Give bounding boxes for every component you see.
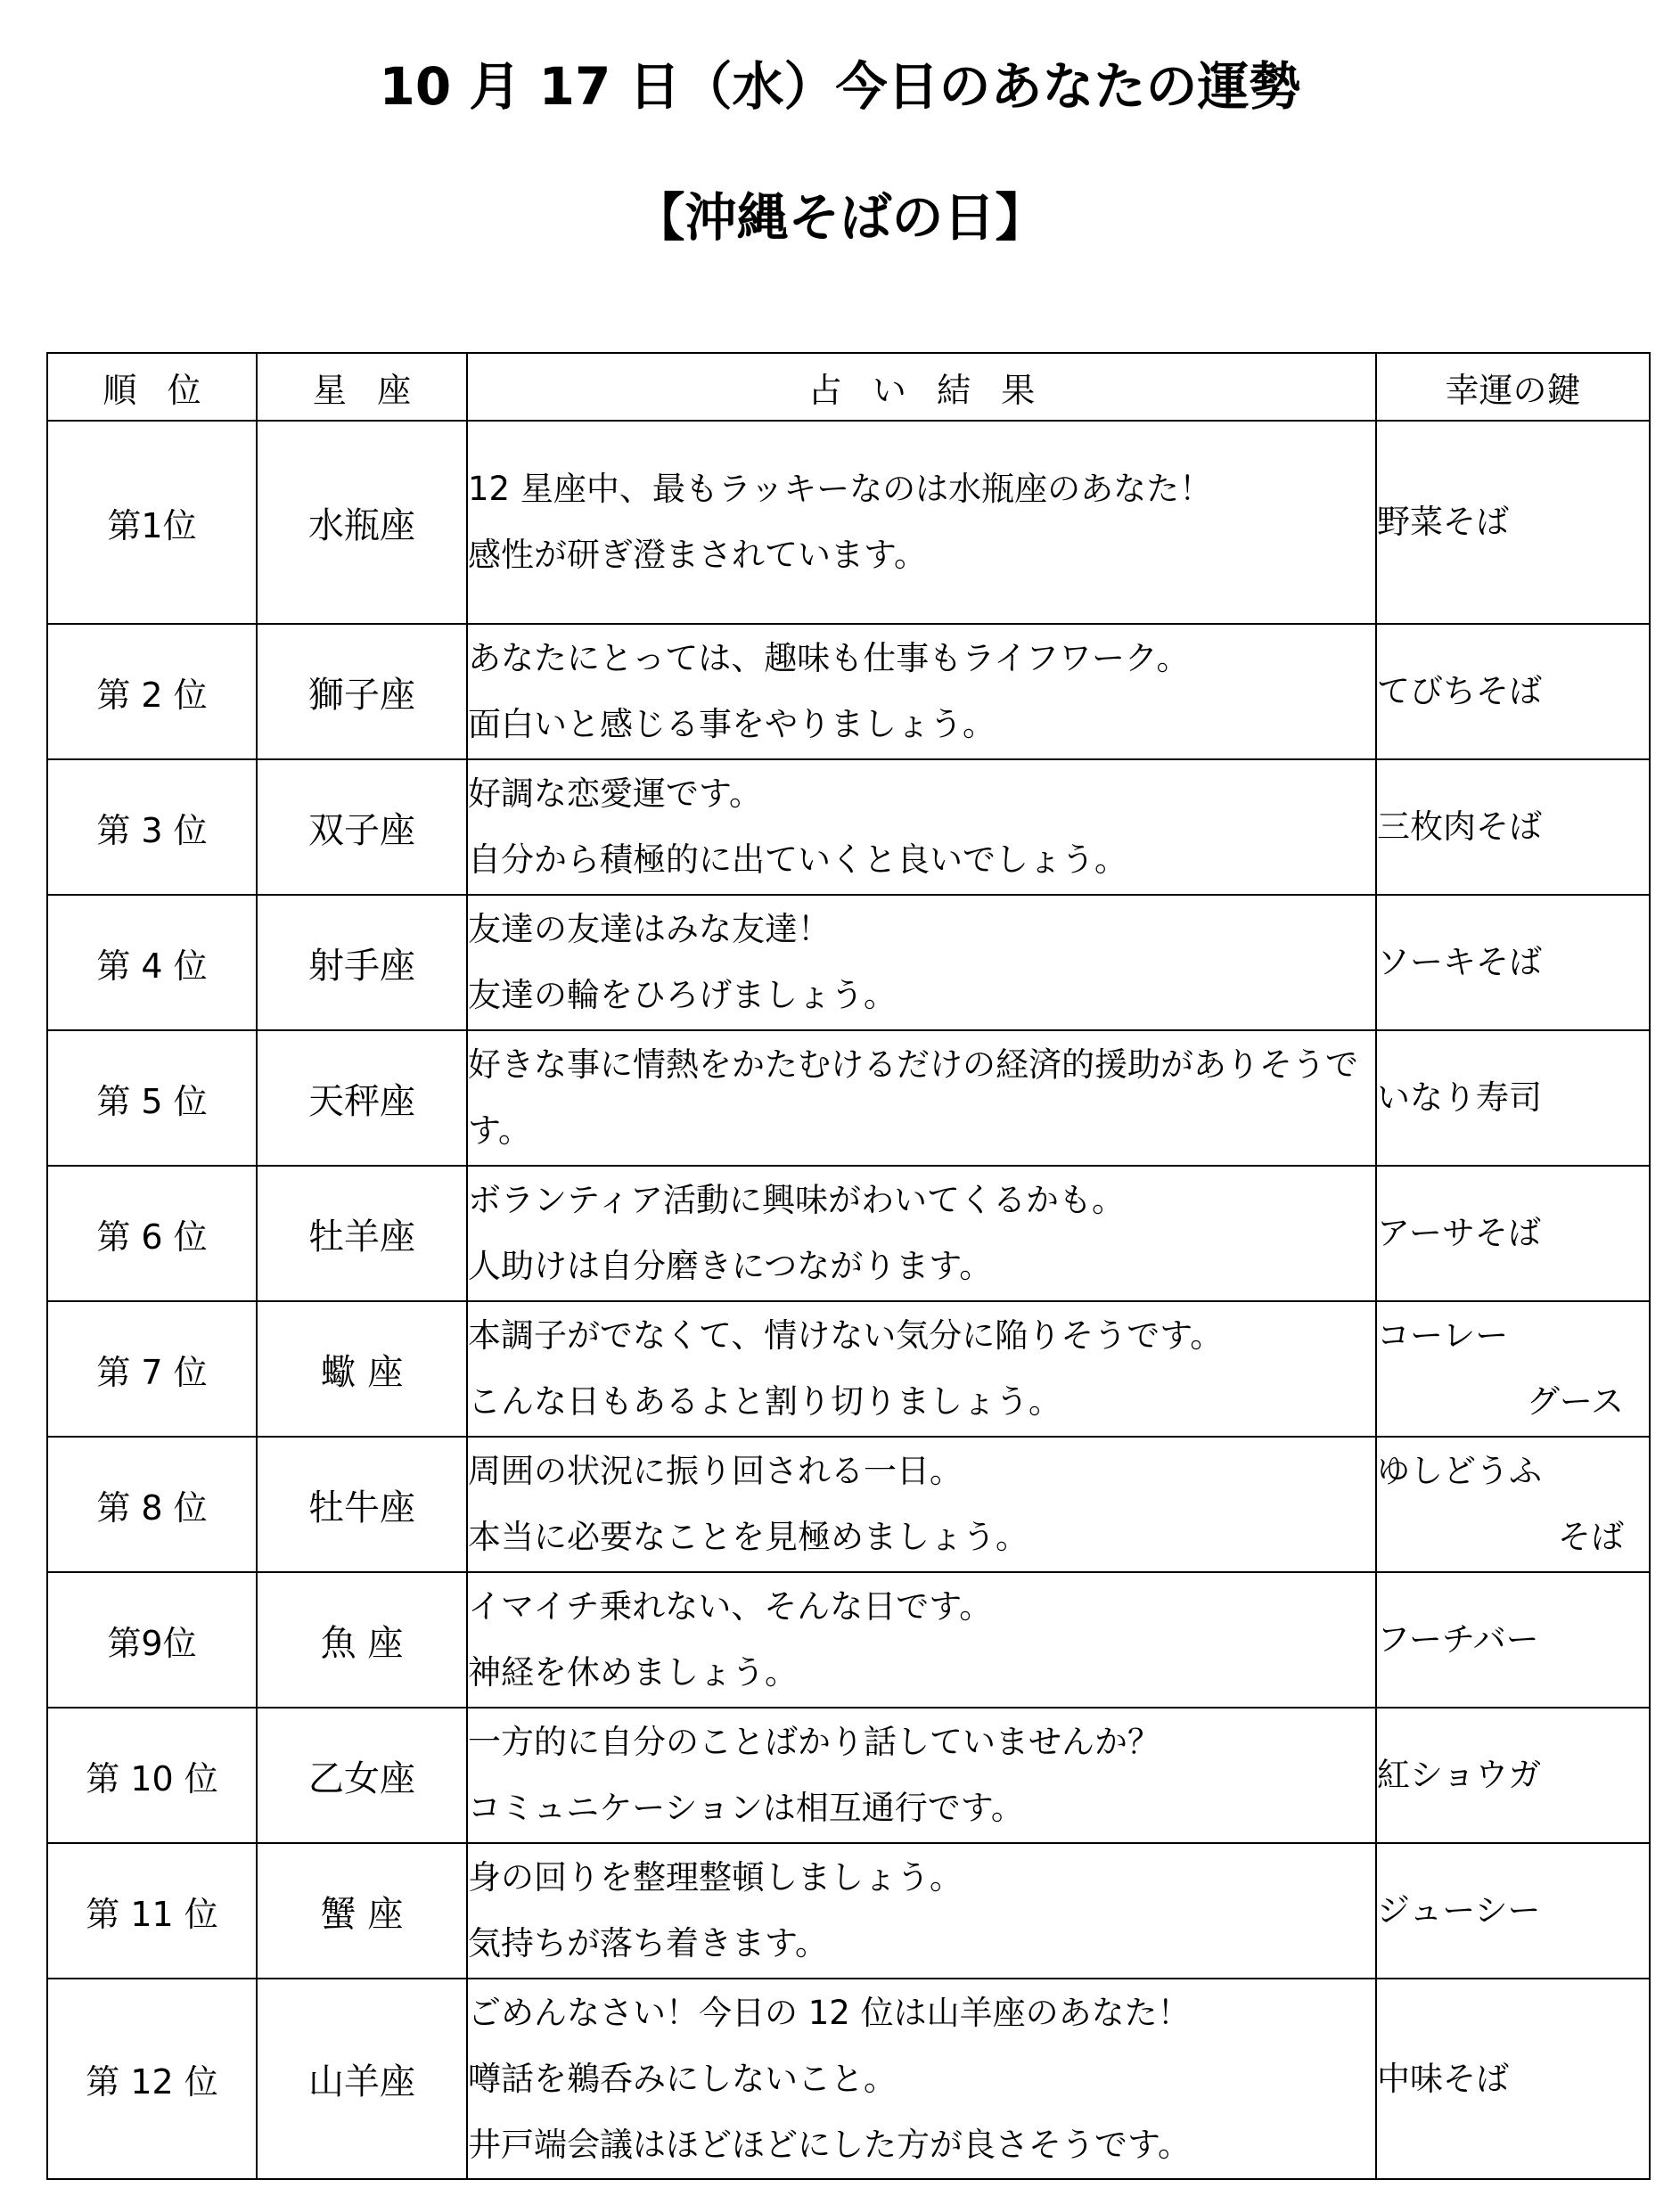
table-row bbox=[47, 895, 1650, 1030]
rank-cell: 第 4 位 bbox=[47, 895, 257, 1030]
key-text: ソーキそば bbox=[1377, 943, 1542, 981]
table-row bbox=[47, 1301, 1650, 1437]
result-cell bbox=[467, 624, 1376, 759]
sign-cell: 双子座 bbox=[257, 759, 467, 895]
result-line: 人助けは自分磨きにつながります。 bbox=[468, 1247, 993, 1285]
table-header-row bbox=[47, 353, 1650, 421]
table-row bbox=[47, 1437, 1650, 1572]
sign-cell: 蟹 座 bbox=[257, 1843, 467, 1979]
result-cell bbox=[467, 759, 1376, 895]
key-cell bbox=[1376, 1166, 1650, 1301]
key-text: いなり寿司 bbox=[1377, 1078, 1542, 1117]
key-text: ゆしどうふ bbox=[1377, 1452, 1542, 1490]
result-cell bbox=[467, 1979, 1376, 2179]
table-row bbox=[47, 759, 1650, 895]
sign-cell: 山羊座 bbox=[257, 1979, 467, 2179]
sign-cell: 天秤座 bbox=[257, 1030, 467, 1166]
table-row bbox=[47, 1979, 1650, 2179]
result-line: 面白いと感じる事をやりましょう。 bbox=[468, 705, 996, 743]
page-title: 10 月 17 日（水）今日のあなたの運勢 bbox=[379, 56, 1301, 117]
result-cell bbox=[467, 1301, 1376, 1437]
rank-cell: 第 11 位 bbox=[47, 1843, 257, 1979]
key-text: てびちそば bbox=[1377, 672, 1542, 710]
key-text: コーレー bbox=[1377, 1316, 1509, 1355]
result-line: 自分から積極的に出ていくと良いでしょう。 bbox=[468, 840, 1127, 879]
key-text: アーサそば bbox=[1377, 1214, 1541, 1252]
result-cell bbox=[467, 1708, 1376, 1843]
result-cell bbox=[467, 1572, 1376, 1708]
result-line: 本当に必要なことを見極めましょう。 bbox=[468, 1518, 1028, 1556]
sign-cell: 魚 座 bbox=[257, 1572, 467, 1708]
result-line: コミュニケーションは相互通行です。 bbox=[468, 1789, 1024, 1827]
key-text: ジューシー bbox=[1377, 1891, 1541, 1930]
key-text-continued: グース bbox=[1526, 1382, 1624, 1421]
key-cell bbox=[1376, 1572, 1650, 1708]
result-cell bbox=[467, 1437, 1376, 1572]
key-cell bbox=[1376, 1843, 1650, 1979]
result-line: 好調な恋愛運です。 bbox=[468, 774, 763, 813]
rank-cell: 第 6 位 bbox=[47, 1166, 257, 1301]
key-cell bbox=[1376, 1979, 1650, 2179]
result-line: 友達の友達はみな友達！ bbox=[468, 910, 831, 948]
key-cell bbox=[1376, 759, 1650, 895]
header-key: 幸運の鍵 bbox=[1376, 353, 1650, 421]
page-subtitle: 【沖縄そばの日】 bbox=[633, 187, 1047, 248]
result-line: イマイチ乗れない、そんな日です。 bbox=[468, 1587, 993, 1626]
key-text: フーチバー bbox=[1377, 1620, 1539, 1659]
result-line: 本調子がでなくて、情けない気分に陥りそうです。 bbox=[468, 1316, 1224, 1355]
result-line: 周囲の状況に振り回される一日。 bbox=[468, 1452, 963, 1490]
result-line: ごめんなさい！今日の 12 位は山羊座のあなた！ bbox=[468, 1993, 1191, 2032]
key-text: 紅ショウガ bbox=[1377, 1756, 1542, 1794]
key-cell bbox=[1376, 1301, 1650, 1437]
result-cell bbox=[467, 895, 1376, 1030]
sign-cell: 乙女座 bbox=[257, 1708, 467, 1843]
rank-cell: 第 12 位 bbox=[47, 1979, 257, 2179]
header-rank: 順位 bbox=[47, 353, 257, 421]
key-text: 三枚肉そば bbox=[1377, 807, 1542, 846]
result-line: 身の回りを整理整頓しましょう。 bbox=[468, 1858, 963, 1897]
key-cell bbox=[1376, 624, 1650, 759]
result-line: 噂話を鵜呑みにしないこと。 bbox=[468, 2059, 897, 2098]
table-row bbox=[47, 1708, 1650, 1843]
result-line: 12 星座中、最もラッキーなのは水瓶座のあなた！ bbox=[468, 470, 1213, 508]
sign-cell: 牡羊座 bbox=[257, 1166, 467, 1301]
result-cell bbox=[467, 1166, 1376, 1301]
key-text-continued: そば bbox=[1558, 1518, 1624, 1556]
sign-cell: 蠍 座 bbox=[257, 1301, 467, 1437]
rank-cell: 第 7 位 bbox=[47, 1301, 257, 1437]
key-cell bbox=[1376, 1708, 1650, 1843]
result-line: 井戸端会議はほどほどにした方が良さそうです。 bbox=[468, 2125, 1192, 2164]
key-cell bbox=[1376, 421, 1650, 624]
key-text: 中味そば bbox=[1377, 2059, 1509, 2098]
sign-cell: 水瓶座 bbox=[257, 421, 467, 624]
key-cell bbox=[1376, 1437, 1650, 1572]
table-row bbox=[47, 1166, 1650, 1301]
result-line: こんな日もあるよと割り切りましょう。 bbox=[468, 1382, 1061, 1421]
key-cell bbox=[1376, 895, 1650, 1030]
sign-cell: 獅子座 bbox=[257, 624, 467, 759]
result-line: 一方的に自分のことばかり話していませんか？ bbox=[468, 1723, 1160, 1761]
rank-cell: 第 5 位 bbox=[47, 1030, 257, 1166]
rank-cell: 第1位 bbox=[47, 421, 257, 624]
result-cell bbox=[467, 1030, 1376, 1166]
result-cell bbox=[467, 421, 1376, 624]
sign-cell: 牡牛座 bbox=[257, 1437, 467, 1572]
result-cell bbox=[467, 1843, 1376, 1979]
table-row bbox=[47, 1572, 1650, 1708]
result-line: 友達の輪をひろげましょう。 bbox=[468, 976, 897, 1014]
header-result: 占い結果 bbox=[467, 353, 1376, 421]
header-sign: 星座 bbox=[257, 353, 467, 421]
sign-cell: 射手座 bbox=[257, 895, 467, 1030]
key-cell bbox=[1376, 1030, 1650, 1166]
rank-cell: 第 8 位 bbox=[47, 1437, 257, 1572]
key-text: 野菜そば bbox=[1377, 503, 1509, 541]
rank-cell: 第 10 位 bbox=[47, 1708, 257, 1843]
result-line: ボランティア活動に興味がわいてくるかも。 bbox=[468, 1181, 1126, 1219]
table-row bbox=[47, 1030, 1650, 1166]
table-row bbox=[47, 624, 1650, 759]
result-line: 気持ちが落ち着きます。 bbox=[468, 1924, 829, 1962]
rank-cell: 第9位 bbox=[47, 1572, 257, 1708]
result-line: 感性が研ぎ澄まされています。 bbox=[468, 536, 928, 574]
result-line: 神経を休めましょう。 bbox=[468, 1653, 798, 1692]
result-line: あなたにとっては、趣味も仕事もライフワーク。 bbox=[468, 639, 1190, 677]
rank-cell: 第 3 位 bbox=[47, 759, 257, 895]
fortune-table bbox=[46, 352, 1651, 2180]
rank-cell: 第 2 位 bbox=[47, 624, 257, 759]
table-row bbox=[47, 421, 1650, 624]
result-line: 好きな事に情熱をかたむけるだけの経済的援助がありそうです。 bbox=[468, 1045, 1358, 1150]
table-row bbox=[47, 1843, 1650, 1979]
